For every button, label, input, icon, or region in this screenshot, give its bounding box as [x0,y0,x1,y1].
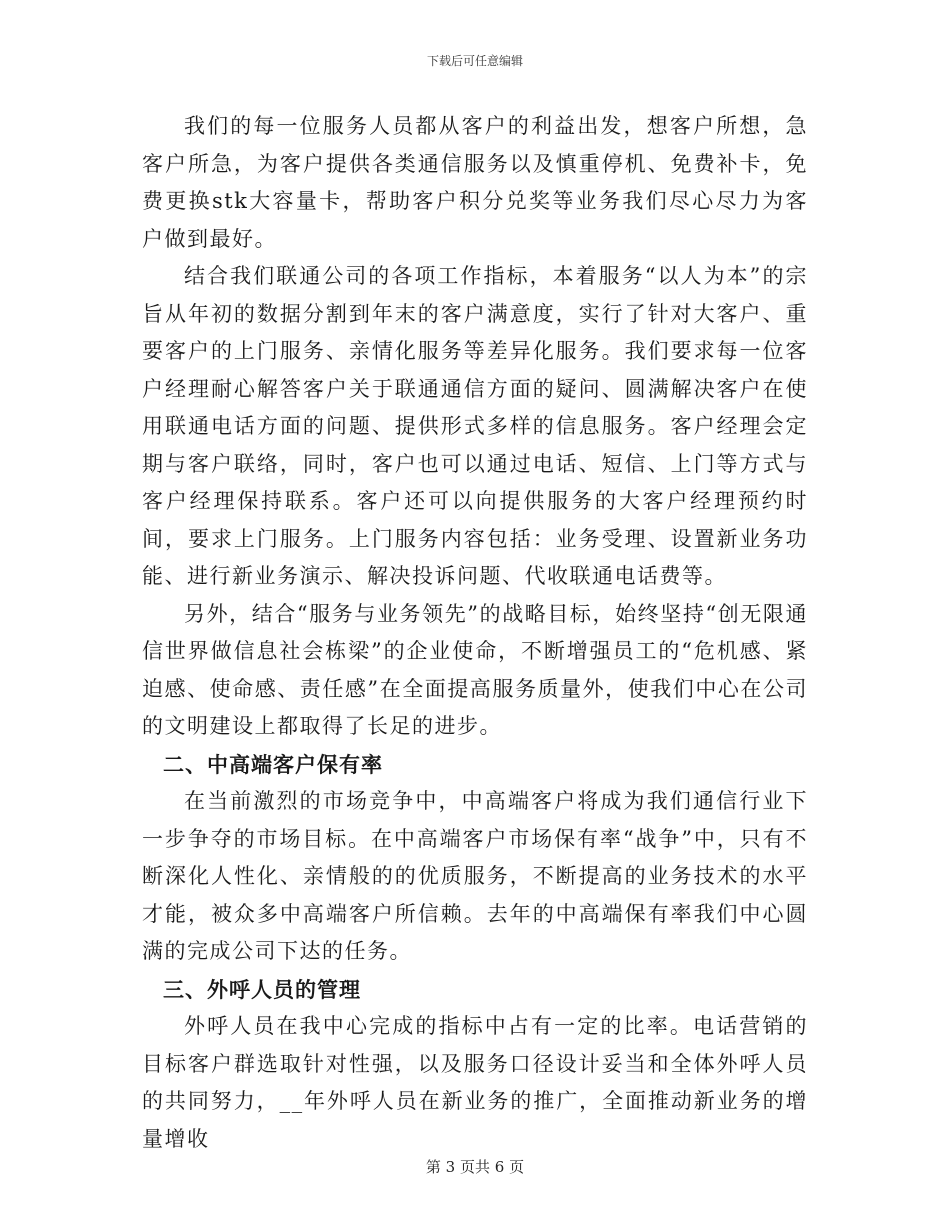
paragraph-high-end-retention: 在当前激烈的市场竞争中，中高端客户将成为我们通信行业下一步争夺的市场目标。在中高端客户市场保有率“战争”中，只有不断深化人性化、亲情般的的优质服务，不断提高的业务技术的水平才能，被众多中高端客户所信赖。去年的中高端保有率我们中心圆满的完成公司下达的任务。 [142,789,808,963]
paragraph-outbound-staff: 外呼人员在我中心完成的指标中占有一定的比率。电话营销的目标客户群选取针对性强，以及服务口径设计妥当和全体外呼人员的共同努力，__年外呼人员在新业务的推广，全面推动新业务的增量增收 [142,1014,808,1151]
paragraph-strategic-goal: 另外，结合“服务与业务领先”的战略目标，始终坚持“创无限通信世界做信息社会栋梁”的企业使命，不断增强员工的“危机感、紧迫感、使命感、责任感”在全面提高服务质量外，使我们中心在公司的文明建设上都取得了长足的进步。 [142,601,808,738]
page-number: 第 3 页共 6 页 [425,1158,525,1176]
section-heading-outbound-staff: 三、外呼人员的管理 [163,976,361,1002]
page-header: 下载后可任意编辑 [426,54,523,68]
document-body [142,108,808,1158]
paragraph-unicom-indicators: 结合我们联通公司的各项工作指标，本着服务“以人为本”的宗旨从年初的数据分割到年末的客户满意度，实行了针对大客户、重要客户的上门服务、亲情化服务等差异化服务。我们要求每一位客户经理耐心解答客户关于联通通信方面的疑问、圆满解决客户在使用联通电话方面的问题、提供形式多样的信息服务。客户经理会定期与客户联络，同时，客户也可以通过电话、短信、上门等方式与客户经理保持联系。客户还可以向提供服务的大客户经理预约时间，要求上门服务。上门服务内容包括：业务受理、设置新业务功能、进行新业务演示、解决投诉问题、代收联通电话费等。 [142,264,808,588]
section-heading-high-end-retention: 二、中高端客户保有率 [163,751,383,777]
paragraph-service-staff: 我们的每一位服务人员都从客户的利益出发，想客户所想，急客户所急，为客户提供各类通信服务以及慎重停机、免费补卡，免费更换stk大容量卡，帮助客户积分兑奖等业务我们尽心尽力为客户做到最好。 [142,114,808,251]
